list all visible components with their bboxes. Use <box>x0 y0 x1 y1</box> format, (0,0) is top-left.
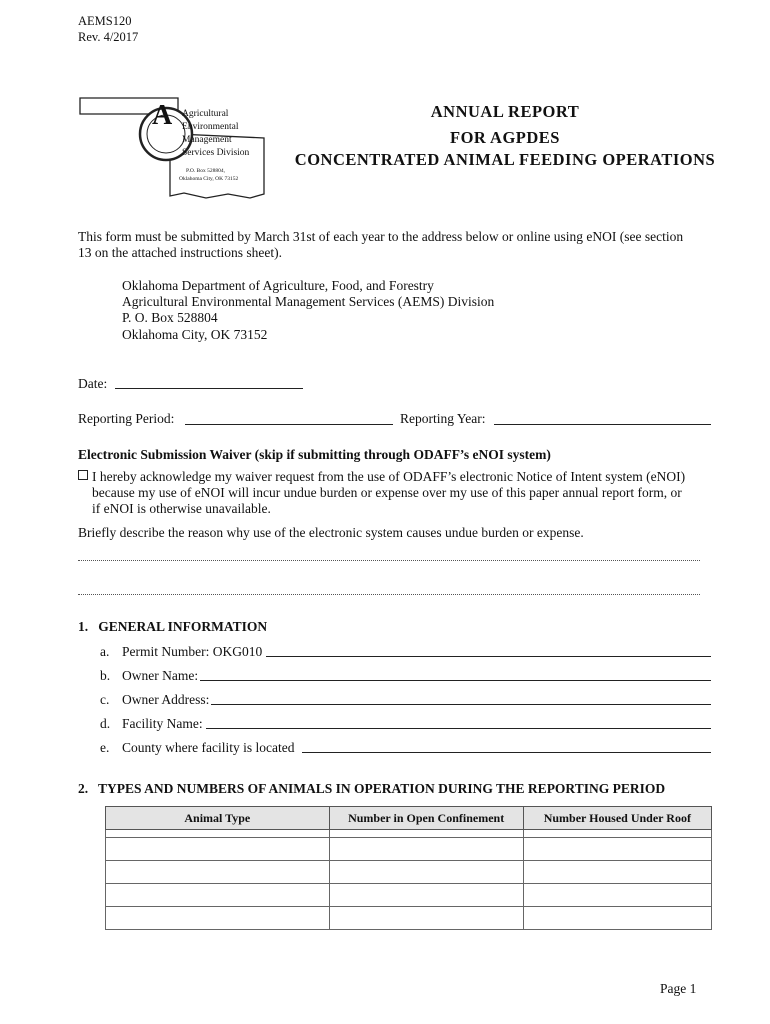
date-field[interactable] <box>115 388 303 389</box>
table-spacer-row <box>106 830 712 838</box>
owner-name-label: Owner Name: <box>122 668 199 683</box>
open-confinement-cell[interactable] <box>329 907 523 930</box>
form-id: AEMS120 <box>78 14 132 28</box>
title-line-2: FOR AGPDES <box>450 128 560 147</box>
animals-table <box>105 806 712 930</box>
waiver-reason-line-2[interactable] <box>78 594 700 595</box>
facility-name-field[interactable] <box>206 728 711 729</box>
intro-line-1: This form must be submitted by March 31st of each year to the address below or online using eNOI (see section <box>78 229 684 244</box>
logo-line-1 <box>182 108 228 120</box>
waiver-line-2: because my use of eNOI will incur undue burden or expense over my use of this paper annual report form, or <box>92 485 682 500</box>
logo-cap-m: M <box>182 135 191 145</box>
logo-line-3 <box>182 134 232 146</box>
section2-heading: 2. TYPES AND NUMBERS OF ANIMALS IN OPERATION DURING THE REPORTING PERIOD <box>78 781 666 796</box>
logo-address-2: Oklahoma City, OK 73152 <box>179 176 239 182</box>
table-row <box>106 884 712 907</box>
permit-number-field[interactable] <box>266 656 711 657</box>
waiver-reason-line-1[interactable] <box>78 560 700 561</box>
table-row <box>106 907 712 930</box>
logo-cap-a: A <box>182 109 189 119</box>
housed-under-roof-cell[interactable] <box>523 907 711 930</box>
item-a-letter: a. <box>100 644 110 659</box>
housed-under-roof-cell[interactable] <box>523 838 711 861</box>
table-row <box>106 861 712 884</box>
waiver-heading: Electronic Submission Waiver (skip if submitting through ODAFF’s eNOI system) <box>78 447 551 462</box>
aems-logo <box>78 94 268 204</box>
logo-address-1: P.O. Box 528804, <box>186 168 225 174</box>
col-housed-under-roof: Number Housed Under Roof <box>523 807 711 830</box>
page-number: Page 1 <box>660 981 697 996</box>
housed-under-roof-cell[interactable] <box>523 861 711 884</box>
animal-type-cell[interactable] <box>106 907 330 930</box>
date-label: Date: <box>78 376 108 391</box>
animal-type-cell[interactable] <box>106 861 330 884</box>
item-e-letter: e. <box>100 740 110 755</box>
logo-word-4: ervices Division <box>187 148 250 158</box>
open-confinement-cell[interactable] <box>329 838 523 861</box>
logo-line-4 <box>182 147 249 159</box>
table-header-row <box>106 807 712 830</box>
form-revision: Rev. 4/2017 <box>78 30 139 44</box>
logo-cap-e: E <box>182 122 188 132</box>
county-field[interactable] <box>302 752 711 753</box>
waiver-line-3: if eNOI is otherwise unavailable. <box>92 501 271 516</box>
logo-cap-s: S <box>182 148 188 158</box>
logo-word-3: anagement <box>190 135 232 145</box>
waiver-checkbox[interactable] <box>78 470 88 480</box>
logo-word-1: gricultural <box>188 109 229 119</box>
col-open-confinement: Number in Open Confinement <box>329 807 523 830</box>
owner-address-field[interactable] <box>211 704 711 705</box>
county-label: County where facility is located <box>122 740 295 755</box>
reporting-period-label: Reporting Period: <box>78 411 175 426</box>
title-line-3: CONCENTRATED ANIMAL FEEDING OPERATIONS <box>294 150 716 169</box>
intro-line-2: 13 on the attached instructions sheet). <box>78 245 282 260</box>
address-line-3: P. O. Box 528804 <box>122 310 218 325</box>
permit-number-label: Permit Number: OKG010 <box>122 644 263 659</box>
reporting-year-label: Reporting Year: <box>400 411 486 426</box>
open-confinement-cell[interactable] <box>329 861 523 884</box>
owner-name-field[interactable] <box>200 680 711 681</box>
table-row <box>106 838 712 861</box>
waiver-describe: Briefly describe the reason why use of the electronic system causes undue burden or expense. <box>78 525 584 540</box>
section1-heading: 1. GENERAL INFORMATION <box>78 619 268 634</box>
open-confinement-cell[interactable] <box>329 884 523 907</box>
logo-line-2 <box>182 121 238 133</box>
item-d-letter: d. <box>100 716 111 731</box>
address-line-1: Oklahoma Department of Agriculture, Food, and Forestry <box>122 278 434 293</box>
col-animal-type: Animal Type <box>106 807 330 830</box>
waiver-line-1 <box>78 468 718 485</box>
reporting-year-field[interactable] <box>494 424 711 425</box>
logo-letter-a: A <box>152 100 173 131</box>
animal-type-cell[interactable] <box>106 884 330 907</box>
item-b-letter: b. <box>100 668 111 683</box>
facility-name-label: Facility Name: <box>122 716 203 731</box>
address-line-2: Agricultural Environmental Management Services (AEMS) Division <box>122 294 495 309</box>
housed-under-roof-cell[interactable] <box>523 884 711 907</box>
address-line-4: Oklahoma City, OK 73152 <box>122 327 268 342</box>
logo-word-2: nvironmental <box>187 122 239 132</box>
waiver-text-1: I hereby acknowledge my waiver request from the use of ODAFF’s electronic Notice of Intent system (eNOI) <box>92 469 686 484</box>
animal-type-cell[interactable] <box>106 838 330 861</box>
item-c-letter: c. <box>100 692 110 707</box>
reporting-period-field[interactable] <box>185 424 393 425</box>
owner-address-label: Owner Address: <box>122 692 210 707</box>
title-line-1: ANNUAL REPORT <box>430 102 580 121</box>
